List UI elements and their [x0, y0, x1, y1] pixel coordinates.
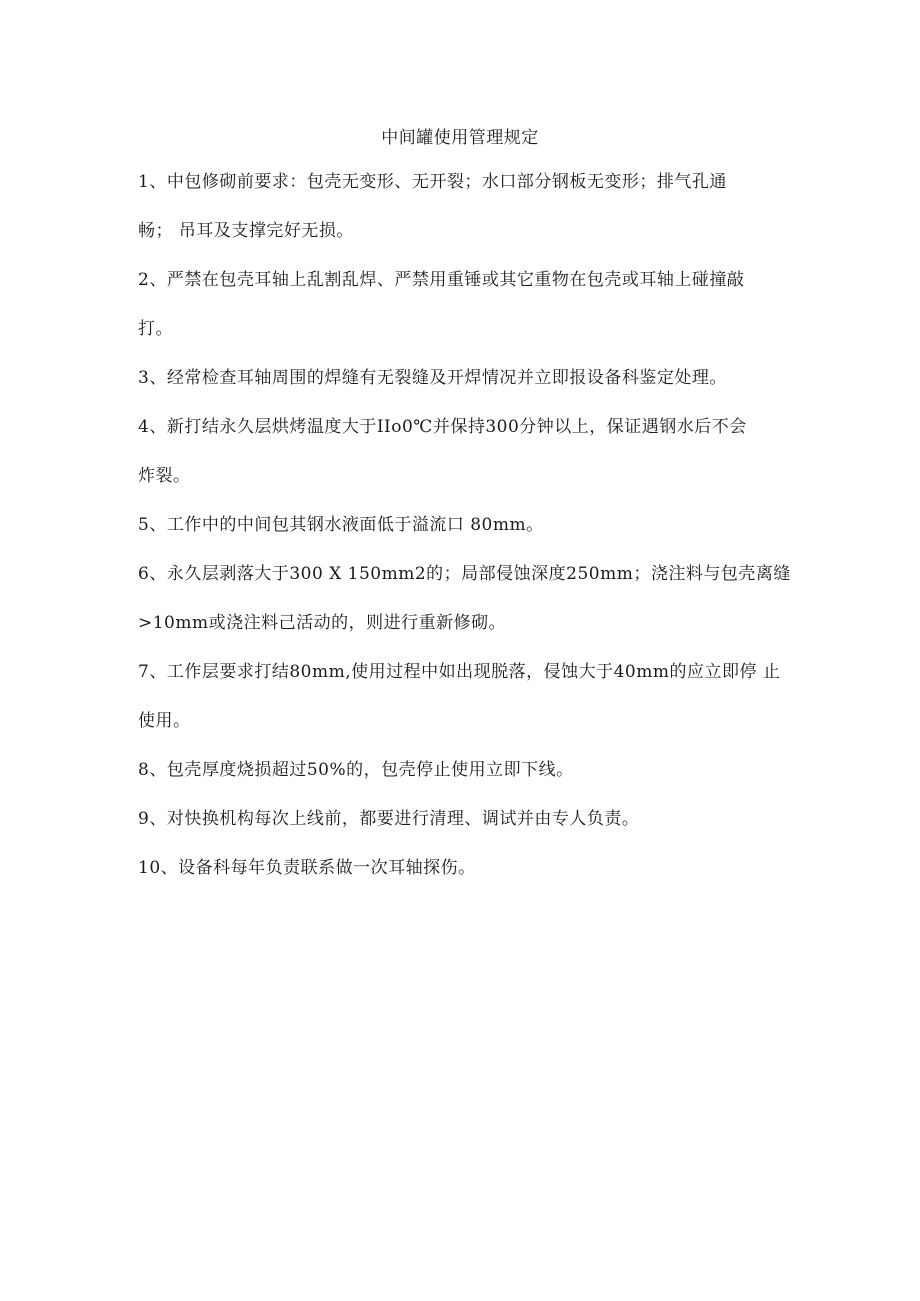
- rule-line: 3、经常检查耳轴周围的焊缝有无裂缝及开焊情况并立即报设备科鉴定处理。: [138, 368, 727, 388]
- rule-line: 7、工作层要求打结80mm,使用过程中如出现脱落，侵蚀大于40mm的应立即停 止: [138, 662, 781, 682]
- rule-line: 炸裂。: [138, 466, 191, 486]
- rule-line: 8、包壳厚度烧损超过50%的，包壳停止使用立即下线。: [138, 760, 574, 780]
- rule-line: 畅； 吊耳及支撑完好无损。: [138, 221, 354, 241]
- rule-line: >10mm或浇注料己活动的，则进行重新修砌。: [138, 613, 507, 633]
- rule-item-6: [138, 562, 791, 635]
- rule-item-1: [138, 170, 788, 243]
- rule-line: 4、新打结永久层烘烤温度大于IIo0℃并保持300分钟以上，保证遇钢水后不会: [138, 417, 747, 437]
- rule-line: 打。: [138, 319, 173, 339]
- rules-list: [138, 170, 791, 905]
- rule-item-5: [138, 513, 788, 537]
- rule-item-2: [138, 268, 788, 341]
- rule-item-8: [138, 758, 788, 782]
- rule-item-4: [138, 415, 788, 488]
- rule-item-7: [138, 660, 788, 733]
- rule-line: 10、设备科每年负责联系做一次耳轴探伤。: [138, 858, 476, 878]
- rule-item-9: [138, 807, 788, 831]
- rule-line: 2、严禁在包壳耳轴上乱割乱焊、严禁用重锤或其它重物在包壳或耳轴上碰撞敲: [138, 270, 745, 290]
- rule-line: 使用。: [138, 711, 191, 731]
- document-title: 中间罐使用管理规定: [381, 128, 539, 148]
- rule-item-3: [138, 366, 788, 390]
- rule-line: 6、永久层剥落大于300 X 150mm2的；局部侵蚀深度250mm；浇注料与包壳离缝: [138, 564, 791, 584]
- rule-line: 5、工作中的中间包其钢水液面低于溢流口 80mm。: [138, 515, 544, 535]
- rule-line: 9、对快换机构每次上线前，都要进行清理、调试并由专人负责。: [138, 809, 640, 829]
- rule-item-10: [138, 856, 788, 880]
- rule-line: 1、中包修砌前要求：包壳无变形、无开裂；水口部分钢板无变形；排气孔通: [138, 172, 727, 192]
